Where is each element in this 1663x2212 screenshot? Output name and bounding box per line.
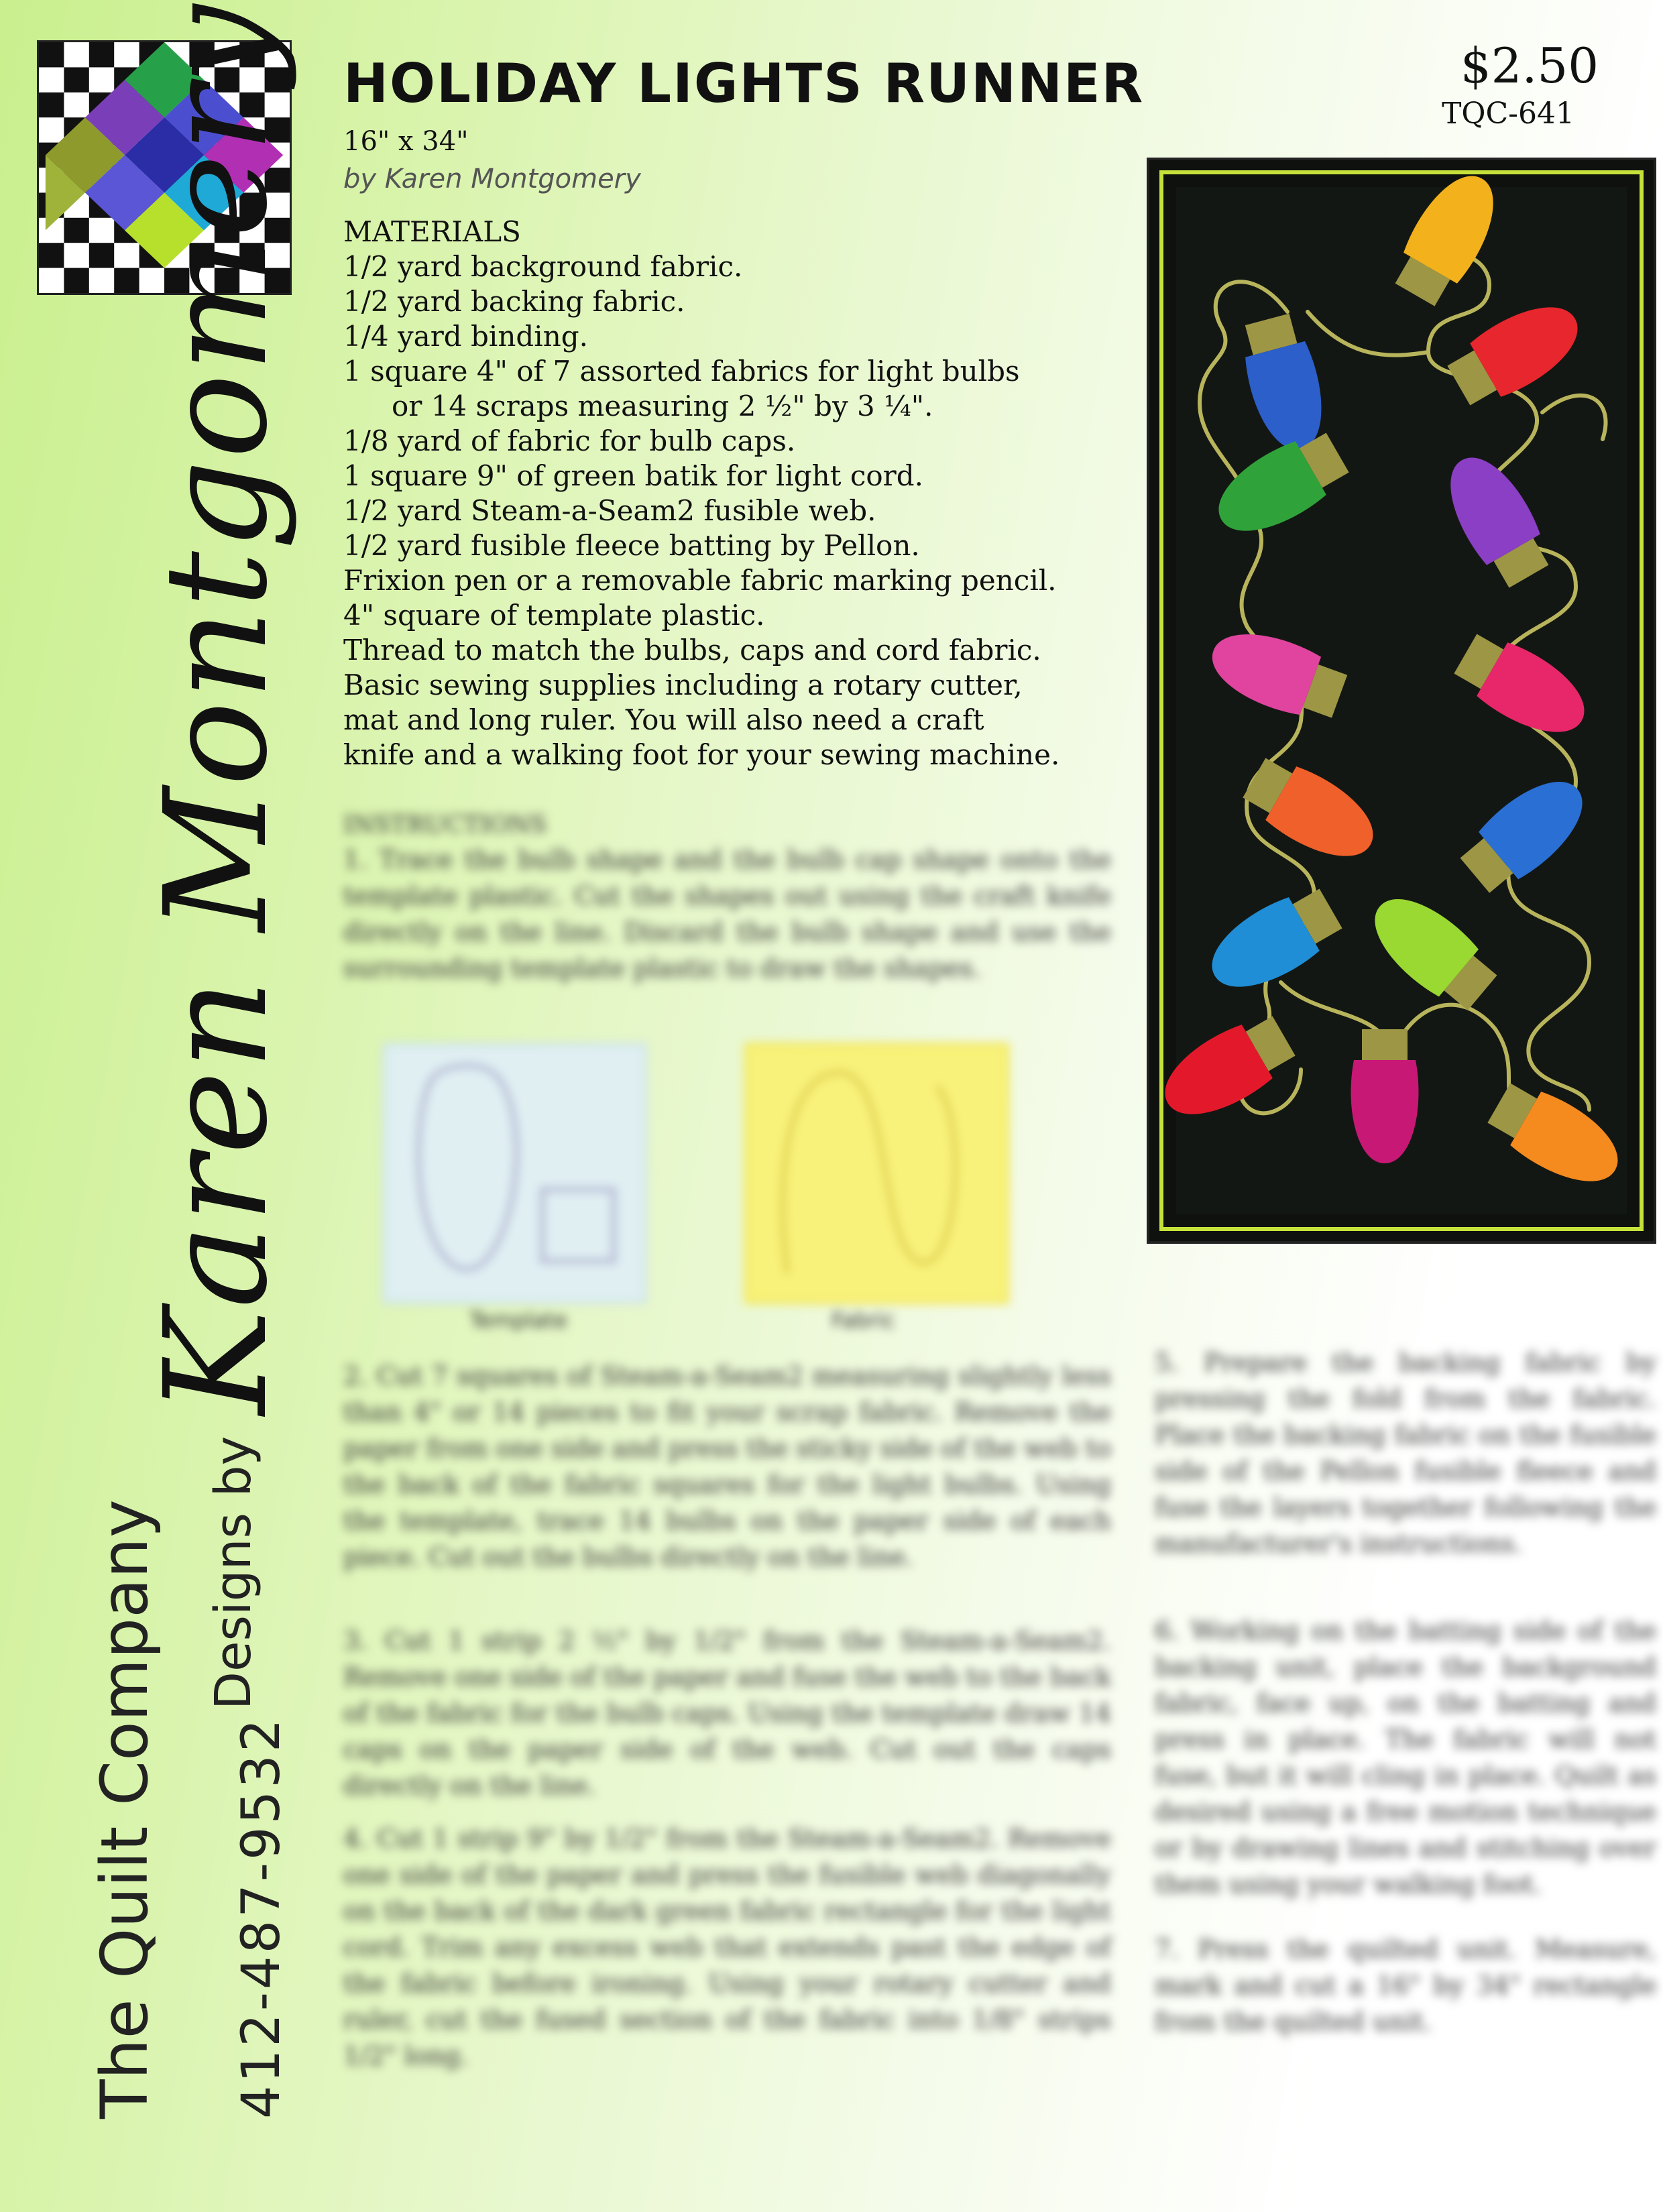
pattern-title: HOLIDAY LIGHTS RUNNER bbox=[343, 52, 1145, 115]
materials-heading: MATERIALS bbox=[343, 215, 521, 248]
company-name: The Quilt Company bbox=[87, 1499, 162, 2119]
materials-item: 1/2 yard fusible fleece batting by Pellon. bbox=[343, 529, 920, 562]
designer-brand-signature: Karen Montgomery bbox=[134, 3, 298, 1415]
materials-item: mat and long ruler. You will also need a craft bbox=[343, 703, 984, 736]
instruction-step-6: 6. Working on the batting side of the backing unit, place the background fabric, face up, on the batting and press in place. The fabric will not fuse, but it will cling in place. Quilt as desired using a free motion technique or by drawing lines and stitching over them using your walking foot. bbox=[1155, 1616, 1656, 1899]
finished-size: 16" x 34" bbox=[343, 126, 469, 157]
materials-item: 4" square of template plastic. bbox=[343, 599, 765, 632]
materials-item: 1/4 yard binding. bbox=[343, 320, 588, 353]
company-phone: 412-487-9532 bbox=[231, 1716, 292, 2119]
instruction-step-1: 1. Trace the bulb shape and the bulb cap shape onto the template plastic. Cut the shapes out using the craft knife directly on the line. Discard the bulb shape and use the surrounding template plastic to draw the shapes. bbox=[343, 845, 1111, 983]
instruction-step-3: 3. Cut 1 strip 2 ½" by 1/2" from the Steam-a-Seam2. Remove one side of the paper and fuse the web to the back of the fabric for the bulb caps. Using the template draw 14 caps on the paper side of the web. Cut out the caps directly on the line. bbox=[343, 1626, 1111, 1800]
instruction-step-7: 7. Press the quilted unit. Measure, mark and cut a 16" by 34" rectangle from the quilted unit. bbox=[1155, 1934, 1656, 2036]
materials-item: 1 square 9" of green batik for light cord. bbox=[343, 459, 923, 492]
materials-item: 1 square 4" of 7 assorted fabrics for light bulbs bbox=[343, 355, 1020, 388]
instruction-step-5: 5. Prepare the backing fabric by pressing the fold from the fabric. Place the backing fabric on the fusible side of the Pellon fusible fleece and fuse the layers together following the manufacturer's instructions. bbox=[1155, 1348, 1656, 1558]
price-label: $2.50 bbox=[1460, 38, 1599, 94]
materials-item: or 14 scraps measuring 2 ½" by 3 ¼". bbox=[392, 390, 933, 422]
fabric-caption: Fabric bbox=[832, 1307, 896, 1333]
materials-item: Thread to match the bulbs, caps and cord fabric. bbox=[343, 634, 1041, 666]
materials-item: 1/2 yard backing fabric. bbox=[343, 285, 685, 318]
designs-by-label: Designs by bbox=[205, 1436, 262, 1710]
template-caption: Template bbox=[469, 1307, 568, 1333]
table-runner-photo bbox=[1147, 158, 1656, 1244]
materials-item: 1/8 yard of fabric for bulb caps. bbox=[343, 424, 796, 457]
instruction-step-4: 4. Cut 1 strip 9" by 1/2" from the Steam-a-Seam2. Remove one side of the paper and press the fusible web diagonally on the back of the dark green fabric rectangle for the light cord. Trim any excess web that extends past the edge of the fabric before ironing. Using your rotary cutter and ruler, cut the fused section of the fabric into 1/8" strips 1/2" long. bbox=[343, 1824, 1111, 2071]
pattern-code: TQC-641 bbox=[1442, 97, 1574, 131]
author-byline: by Karen Montgomery bbox=[343, 164, 641, 194]
materials-item: 1/2 yard Steam-a-Seam2 fusible web. bbox=[343, 494, 876, 527]
template-illustration bbox=[382, 1043, 647, 1304]
fabric-illustration bbox=[744, 1043, 1009, 1304]
instruction-step-2: 2. Cut 7 squares of Steam-a-Seam2 measuring slightly less than 4" or 14 pieces to fit your scrap fabric. Remove the paper from one side and press the sticky side of the web to the back of the fabric squares for the light bulbs. Using the template, trace 14 bulbs on the paper side of each piece. Cut out the bulbs directly on the line. bbox=[343, 1361, 1111, 1572]
materials-list bbox=[343, 215, 1121, 772]
materials-item: Basic sewing supplies including a rotary cutter, bbox=[343, 668, 1023, 701]
materials-item: Frixion pen or a removable fabric marking pencil. bbox=[343, 564, 1057, 597]
instructions-heading: INSTRUCTIONS bbox=[343, 811, 547, 839]
materials-item: knife and a walking foot for your sewing machine. bbox=[343, 738, 1060, 771]
materials-item: 1/2 yard background fabric. bbox=[343, 250, 743, 283]
